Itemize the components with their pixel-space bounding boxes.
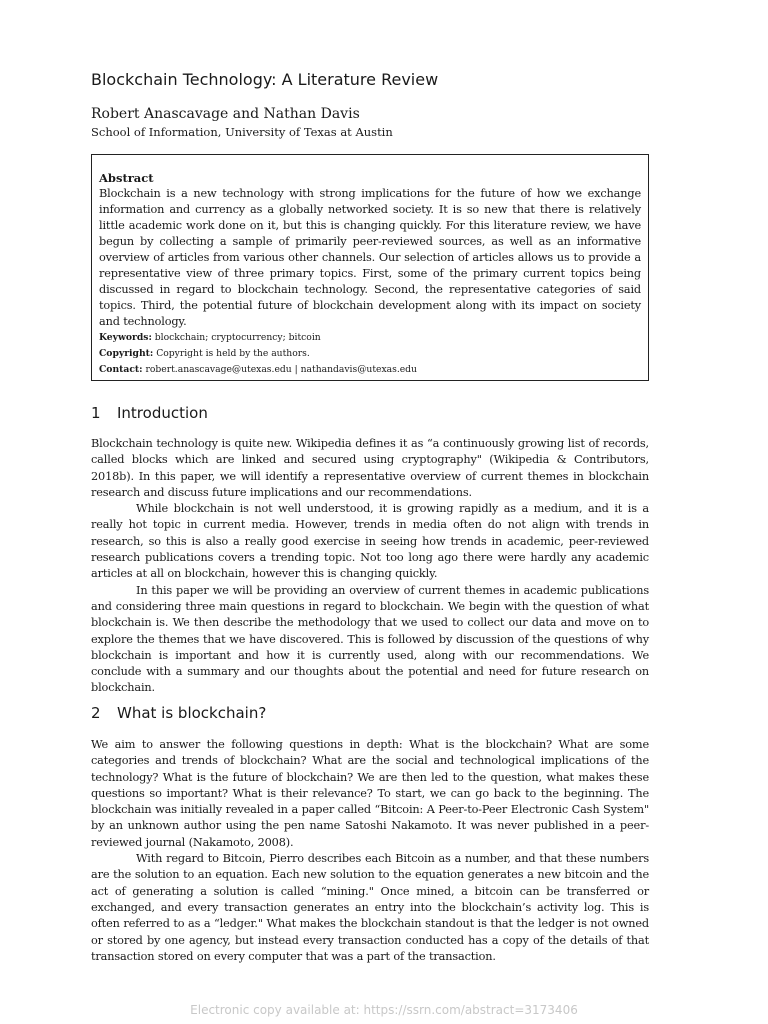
keywords-label: Keywords: (99, 332, 152, 343)
contact-line (99, 362, 641, 378)
electronic-copy-footer: Electronic copy available at: https://ssrn.com/abstract=3173406 (190, 1003, 578, 1017)
contact-label: Contact: (99, 364, 143, 375)
section-title: What is blockchain? (117, 704, 267, 722)
keywords-value: blockchain; cryptocurrency; bitcoin (154, 332, 321, 343)
paragraph: Blockchain technology is quite new. Wikipedia defines it as “a continuously growing list of records, called blocks which are linked and secured using cryptography" (Wikipedia & Contributors, 2018b). In this paper, we will identify a representative overview of current themes in blockchain research and discuss future implications and our recommendations. (91, 437, 649, 499)
section-heading-introduction (91, 404, 208, 422)
abstract-heading: Abstract (99, 171, 154, 185)
paper-affiliation: School of Information, University of Texas at Austin (91, 125, 393, 139)
section-title: Introduction (117, 404, 208, 422)
paper-title: Blockchain Technology: A Literature Review (91, 70, 439, 89)
section-number: 1 (91, 404, 101, 422)
section-heading-what-is-blockchain (91, 704, 266, 722)
paragraph: We aim to answer the following questions in depth: What is the blockchain? What are some categories and trends of blockchain? What are the social and technological implications of the technology? What is the future of blockchain? We are then led to the question, what makes these questions so important? What is their relevance? To start, we can go back to the beginning. The blockchain was initially revealed in a paper called “Bitcoin: A Peer-to-Peer Electronic Cash System" by an unknown author using the pen name Satoshi Nakamoto. It was never published in a peer-reviewed journal (Nakamoto, 2008). (91, 738, 649, 849)
paragraph: With regard to Bitcoin, Pierro describes each Bitcoin as a number, and that these numbers are the solution to an equation. Each new solution to the equation generates a new bitcoin and the act of generating a solution is called “mining." Once mined, a bitcoin can be transferred or exchanged, and every transaction generates an entry into the blockchain’s activity log. This is often referred to as a “ledger." What makes the blockchain standout is that the ledger is not owned or stored by one agency, but instead every transaction conducted has a copy of the details of that transaction stored on every computer that was a part of the transaction. (91, 852, 649, 963)
abstract-box (91, 154, 649, 381)
section-body-introduction (91, 436, 649, 697)
paper-authors: Robert Anascavage and Nathan Davis (91, 106, 360, 122)
keywords-line (99, 330, 641, 346)
section-body-what-is-blockchain (91, 737, 649, 965)
paragraph: In this paper we will be providing an overview of current themes in academic publications and considering three main questions in regard to blockchain. We begin with the question of what blockchain is. We then describe the methodology that we used to collect our data and move on to explore the themes that we have discovered. This is followed by discussion of the questions of why blockchain is important and how it is currently used, along with our recommendations. We conclude with a summary and our thoughts about the potential and need for future research on blockchain. (91, 583, 649, 695)
paragraph: While blockchain is not well understood, it is growing rapidly as a medium, and it is a really hot topic in current media. However, trends in media often do not align with trends in research, so this is also a really good exercise in seeing how trends in academic, peer-reviewed research publications covers a trending topic. Not too long ago there were hardly any academic articles at all on blockchain, however this is changing quickly. (91, 502, 649, 581)
copyright-value: Copyright is held by the authors. (156, 348, 310, 359)
copyright-line (99, 346, 641, 362)
section-number: 2 (91, 704, 101, 722)
abstract-text: Blockchain is a new technology with strong implications for the future of how we exchange information and currency as a globally networked society. It is so new that there is relatively little academic work done on it, but this is changing quickly. For this literature review, we have begun by collecting a sample of primarily peer-reviewed sources, as well as an informative overview of articles from various other channels. Our selection of articles allows us to provide a representative view of three primary topics. First, some of the primary current topics being discussed in regard to blockchain technology. Second, the representative categories of said topics. Third, the potential future of blockchain development along with its impact on society and technology. (99, 187, 641, 328)
copyright-label: Copyright: (99, 348, 154, 359)
contact-value: robert.anascavage@utexas.edu | nathandavis@utexas.edu (145, 364, 417, 375)
